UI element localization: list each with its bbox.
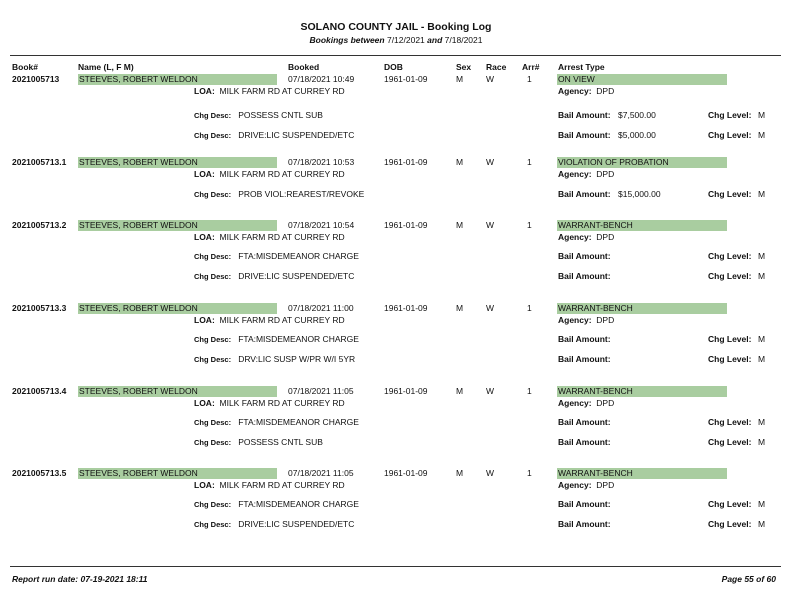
loa-row <box>194 86 345 96</box>
chg-desc-label: Chg Desc: <box>194 438 232 447</box>
chg-desc-value: FTA:MISDEMEANOR CHARGE <box>238 499 359 509</box>
race: W <box>486 303 495 313</box>
loa-value: MILK FARM RD AT CURREY RD <box>219 398 345 408</box>
inmate-name: STEEVES, ROBERT WELDON <box>78 157 277 168</box>
dob: 1961-01-09 <box>384 220 428 230</box>
book-number: 2021005713.3 <box>12 303 67 313</box>
agency-row <box>558 398 614 408</box>
sex: M <box>456 157 464 167</box>
agency-label: Agency: <box>558 169 592 179</box>
arrest-number: 1 <box>527 74 532 84</box>
charge-desc-row <box>194 354 355 364</box>
dob: 1961-01-09 <box>384 468 428 478</box>
loa-label: LOA: <box>194 480 215 490</box>
sex: M <box>456 303 464 313</box>
charge-desc-row <box>194 519 354 529</box>
charge-desc-row <box>194 499 359 509</box>
loa-row <box>194 398 345 408</box>
loa-label: LOA: <box>194 398 215 408</box>
chg-level-value: M <box>758 251 766 261</box>
chg-level-label: Chg Level: <box>708 271 752 281</box>
loa-value: MILK FARM RD AT CURREY RD <box>219 232 345 242</box>
chg-level-value: M <box>758 354 766 364</box>
arrest-type: ON VIEW <box>557 74 727 85</box>
race: W <box>486 220 495 230</box>
chg-desc-label: Chg Desc: <box>194 111 232 120</box>
agency-label: Agency: <box>558 398 592 408</box>
book-number: 2021005713.1 <box>12 157 67 167</box>
arrest-number: 1 <box>527 468 532 478</box>
chg-level-value: M <box>758 271 766 281</box>
header-rule <box>10 55 781 56</box>
bail-amount-label: Bail Amount: <box>558 354 611 364</box>
chg-level-label: Chg Level: <box>708 251 752 261</box>
booked-datetime: 07/18/2021 10:53 <box>288 157 355 167</box>
bail-amount-label: Bail Amount: <box>558 519 611 529</box>
subtitle-prefix: Bookings between <box>309 35 385 45</box>
inmate-name: STEEVES, ROBERT WELDON <box>78 386 277 397</box>
date-to: 7/18/2021 <box>444 35 483 45</box>
agency-value: DPD <box>596 169 615 179</box>
chg-level-label: Chg Level: <box>708 499 752 509</box>
chg-desc-value: FTA:MISDEMEANOR CHARGE <box>238 417 359 427</box>
loa-value: MILK FARM RD AT CURREY RD <box>219 86 345 96</box>
chg-desc-label: Chg Desc: <box>194 335 232 344</box>
arrest-type: WARRANT-BENCH <box>557 220 727 231</box>
report-title: SOLANO COUNTY JAIL - Booking Log <box>300 21 492 33</box>
charge-desc-row <box>194 110 323 120</box>
chg-desc-value: POSSESS CNTL SUB <box>238 110 323 120</box>
dob: 1961-01-09 <box>384 157 428 167</box>
agency-label: Agency: <box>558 480 592 490</box>
chg-level-label: Chg Level: <box>708 354 752 364</box>
arrest-number: 1 <box>527 303 532 313</box>
book-number: 2021005713.5 <box>12 468 67 478</box>
loa-row <box>194 480 345 490</box>
agency-row <box>558 169 614 179</box>
charge-desc-row <box>194 437 323 447</box>
charge-desc-row <box>194 417 359 427</box>
chg-level-label: Chg Level: <box>708 437 752 447</box>
bail-amount-label: Bail Amount: <box>558 110 611 120</box>
chg-desc-label: Chg Desc: <box>194 355 232 364</box>
book-number: 2021005713.4 <box>12 386 67 396</box>
report-run-date: Report run date: 07-19-2021 18:11 <box>12 574 148 584</box>
booked-datetime: 07/18/2021 11:05 <box>288 386 354 396</box>
chg-level-value: M <box>758 437 766 447</box>
loa-label: LOA: <box>194 86 215 96</box>
chg-desc-value: PROB VIOL:REAREST/REVOKE <box>238 189 365 199</box>
loa-label: LOA: <box>194 169 215 179</box>
bail-amount-label: Bail Amount: <box>558 437 611 447</box>
loa-label: LOA: <box>194 232 215 242</box>
chg-level-label: Chg Level: <box>708 334 752 344</box>
booked-datetime: 07/18/2021 11:00 <box>288 303 354 313</box>
booked-datetime: 07/18/2021 11:05 <box>288 468 354 478</box>
agency-row <box>558 232 614 242</box>
chg-desc-label: Chg Desc: <box>194 190 232 199</box>
chg-desc-label: Chg Desc: <box>194 520 232 529</box>
bail-amount-label: Bail Amount: <box>558 334 611 344</box>
charge-desc-row <box>194 271 354 281</box>
loa-row <box>194 315 345 325</box>
date-from: 7/12/2021 <box>386 35 425 45</box>
chg-level-value: M <box>758 189 766 199</box>
report-subtitle <box>0 35 792 45</box>
chg-desc-value: POSSESS CNTL SUB <box>238 437 323 447</box>
inmate-name: STEEVES, ROBERT WELDON <box>78 220 277 231</box>
bail-amount-value: $15,000.00 <box>618 189 661 199</box>
bail-amount-value: $5,000.00 <box>618 130 656 140</box>
agency-value: DPD <box>596 480 615 490</box>
col-booked: Booked <box>288 62 320 72</box>
chg-desc-value: DRIVE:LIC SUSPENDED/ETC <box>238 271 355 281</box>
agency-row <box>558 86 614 96</box>
chg-level-label: Chg Level: <box>708 519 752 529</box>
col-race: Race <box>486 62 507 72</box>
dob: 1961-01-09 <box>384 303 428 313</box>
footer-rule <box>10 566 781 567</box>
charge-desc-row <box>194 130 354 140</box>
agency-row <box>558 480 614 490</box>
charge-desc-row <box>194 251 359 261</box>
chg-desc-label: Chg Desc: <box>194 252 232 261</box>
chg-level-label: Chg Level: <box>708 110 752 120</box>
col-sex: Sex <box>456 62 472 72</box>
chg-level-value: M <box>758 417 766 427</box>
arrest-number: 1 <box>527 386 532 396</box>
chg-level-value: M <box>758 110 766 120</box>
chg-desc-value: DRIVE:LIC SUSPENDED/ETC <box>238 130 355 140</box>
race: W <box>486 468 495 478</box>
chg-level-value: M <box>758 130 766 140</box>
agency-value: DPD <box>596 315 615 325</box>
charge-desc-row <box>194 334 359 344</box>
bail-amount-label: Bail Amount: <box>558 271 611 281</box>
chg-level-value: M <box>758 519 766 529</box>
inmate-name: STEEVES, ROBERT WELDON <box>78 74 277 85</box>
arrest-number: 1 <box>527 220 532 230</box>
dob: 1961-01-09 <box>384 386 428 396</box>
agency-label: Agency: <box>558 315 592 325</box>
chg-desc-label: Chg Desc: <box>194 131 232 140</box>
arrest-type: WARRANT-BENCH <box>557 468 727 479</box>
loa-value: MILK FARM RD AT CURREY RD <box>219 480 345 490</box>
chg-level-label: Chg Level: <box>708 189 752 199</box>
chg-level-value: M <box>758 334 766 344</box>
chg-desc-value: DRIVE:LIC SUSPENDED/ETC <box>238 519 355 529</box>
race: W <box>486 74 495 84</box>
sex: M <box>456 74 464 84</box>
bail-amount-label: Bail Amount: <box>558 417 611 427</box>
inmate-name: STEEVES, ROBERT WELDON <box>78 303 277 314</box>
arrest-type: WARRANT-BENCH <box>557 303 727 314</box>
inmate-name: STEEVES, ROBERT WELDON <box>78 468 277 479</box>
col-arr: Arr# <box>522 62 540 72</box>
race: W <box>486 157 495 167</box>
loa-row <box>194 232 345 242</box>
race: W <box>486 386 495 396</box>
bail-amount-value: $7,500.00 <box>618 110 656 120</box>
dob: 1961-01-09 <box>384 74 428 84</box>
chg-level-value: M <box>758 499 766 509</box>
agency-label: Agency: <box>558 86 592 96</box>
sex: M <box>456 468 464 478</box>
bail-amount-label: Bail Amount: <box>558 189 611 199</box>
agency-label: Agency: <box>558 232 592 242</box>
bail-amount-label: Bail Amount: <box>558 499 611 509</box>
chg-desc-label: Chg Desc: <box>194 500 232 509</box>
chg-desc-label: Chg Desc: <box>194 272 232 281</box>
agency-value: DPD <box>596 232 615 242</box>
bail-amount-label: Bail Amount: <box>558 130 611 140</box>
chg-level-label: Chg Level: <box>708 130 752 140</box>
arrest-type: WARRANT-BENCH <box>557 386 727 397</box>
col-dob: DOB <box>384 62 403 72</box>
col-name: Name (L, F M) <box>78 62 134 72</box>
chg-desc-value: DRV:LIC SUSP W/PR W/I 5YR <box>238 354 356 364</box>
chg-desc-value: FTA:MISDEMEANOR CHARGE <box>238 334 359 344</box>
agency-row <box>558 315 614 325</box>
chg-desc-value: FTA:MISDEMEANOR CHARGE <box>238 251 359 261</box>
col-arrest-type: Arrest Type <box>558 62 605 72</box>
arrest-type: VIOLATION OF PROBATION <box>557 157 727 168</box>
loa-label: LOA: <box>194 315 215 325</box>
chg-desc-label: Chg Desc: <box>194 418 232 427</box>
col-book: Book# <box>12 62 38 72</box>
agency-value: DPD <box>596 86 615 96</box>
sex: M <box>456 386 464 396</box>
charge-desc-row <box>194 189 364 199</box>
subtitle-and: and <box>427 35 443 45</box>
sex: M <box>456 220 464 230</box>
page-number: Page 55 of 60 <box>721 574 776 584</box>
booked-datetime: 07/18/2021 10:54 <box>288 220 355 230</box>
bail-amount-label: Bail Amount: <box>558 251 611 261</box>
agency-value: DPD <box>596 398 615 408</box>
loa-value: MILK FARM RD AT CURREY RD <box>219 169 345 179</box>
loa-row <box>194 169 345 179</box>
chg-level-label: Chg Level: <box>708 417 752 427</box>
loa-value: MILK FARM RD AT CURREY RD <box>219 315 345 325</box>
book-number: 2021005713 <box>12 74 60 84</box>
arrest-number: 1 <box>527 157 532 167</box>
book-number: 2021005713.2 <box>12 220 67 230</box>
booked-datetime: 07/18/2021 10:49 <box>288 74 355 84</box>
